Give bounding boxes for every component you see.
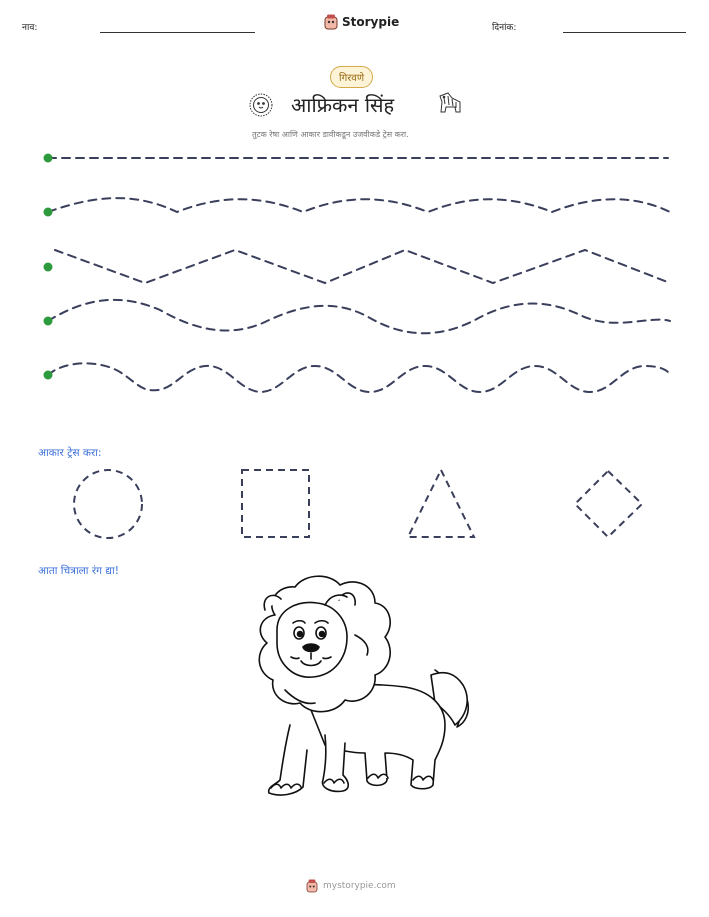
footer-site[interactable]: mystorypie.com [323,881,396,891]
trace-triangle[interactable] [408,470,474,537]
shapes-section-label: आकार ट्रेस करा: [38,447,102,459]
instruction-text: तुटक रेषा आणि आकार डावीकडून उजवीकडे ट्रेस करा. [252,130,409,139]
topic-tag: गिरवणे [330,66,373,88]
brand-name: Storypie [342,15,400,29]
tracing-line-wave[interactable] [48,300,670,333]
name-label: नाव: [22,23,38,33]
start-dot [44,371,53,380]
start-dot [44,208,53,217]
tracing-lines-area [0,0,709,420]
date-label: दिनांक: [492,23,517,33]
start-dot [44,263,53,272]
worksheet-title: आफ्रिकन सिंह [291,93,395,117]
tracing-line-bumpy-wave[interactable] [48,363,670,392]
trace-circle[interactable] [74,470,142,538]
trace-diamond[interactable] [575,471,642,537]
tracing-line-zigzag[interactable] [55,250,670,283]
start-dot [44,154,53,163]
storypie-mascot-icon [306,879,318,893]
lion-coloring-illustration[interactable] [235,575,475,800]
start-dot [44,317,53,326]
tracing-line-gentle-wave[interactable] [48,198,670,212]
shapes-area [0,460,709,550]
coloring-section-label: आता चित्राला रंग द्या! [38,565,119,577]
trace-square[interactable] [242,470,309,537]
footer-brand [306,879,396,893]
